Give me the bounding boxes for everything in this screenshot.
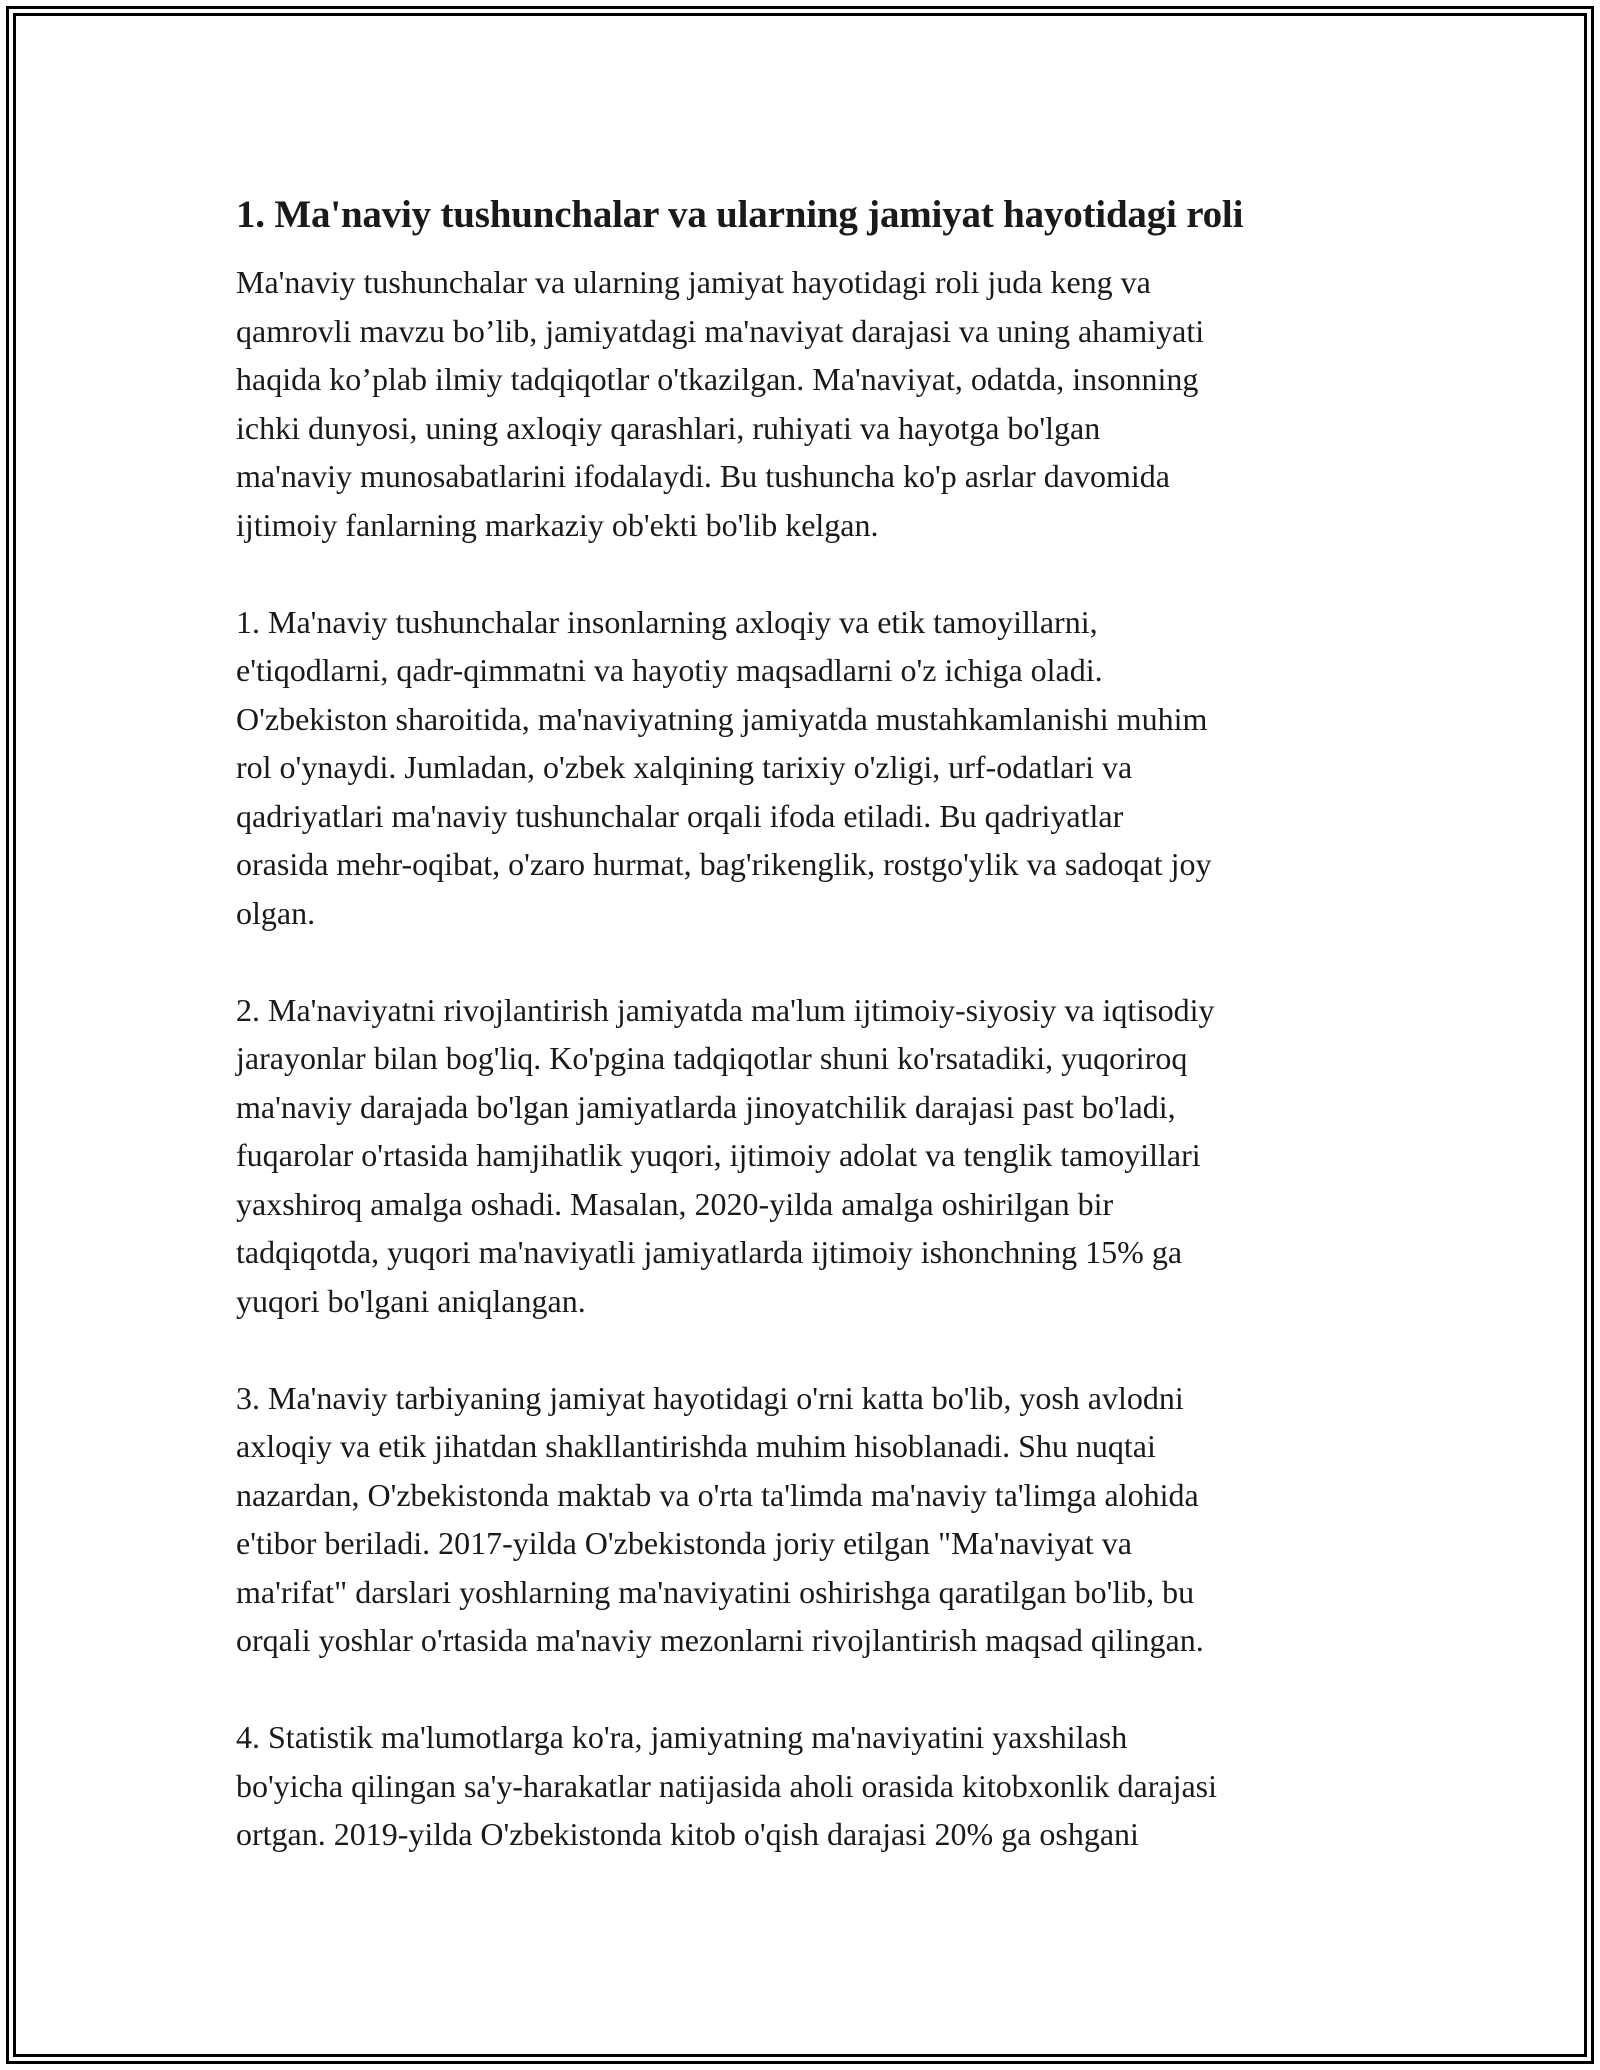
paragraph-point-3: 3. Ma'naviy tarbiyaning jamiyat hayotidagi o'rni katta bo'lib, yosh avlodni axloqiy va etik jihatdan shakllantirishda muhim hisoblanadi. Shu nuqtai nazardan, O'zbekistonda maktab va o'rta ta'limda ma'naviy ta'limga alohida e'tibor beriladi. 2017-yilda O'zbekistonda joriy etilgan "Ma'naviyat va ma'rifat" darslari yoshlarning ma'naviyatini oshirishga qaratilgan bo'lib, bu orqali yoshlar o'rtasida ma'naviy mezonlarni rivojlantirish maqsad qilingan. — [236, 1379, 1204, 1658]
paragraph-point-4: 4. Statistik ma'lumotlarga ko'ra, jamiyatning ma'naviyatini yaxshilash bo'yicha qilingan sa'y-harakatlar natijasida aholi orasida kitobxonlik darajasi ortgan. 2019-yilda O'zbekistonda kitob o'qish darajasi 20% ga oshgani — [236, 1719, 1217, 1852]
paragraph-point-2: 2. Ma'naviyatni rivojlantirish jamiyatda ma'lum ijtimoiy-siyosiy va iqtisodiy jarayonlar bilan bog'liq. Ko'pgina tadqiqotlar shuni ko'rsatadiki, yuqoriroq ma'naviy darajada bo'lgan jamiyatlarda jinoyatchilik darajasi past bo'ladi, fuqarolar o'rtasida hamjihatlik yuqori, ijtimoiy adolat va tenglik tamoyillari yaxshiroq amalga oshadi. Masalan, 2020-yilda amalga oshirilgan bir tadqiqotda, yuqori ma'naviyatli jamiyatlarda ijtimoiy ishonchning 15% ga yuqori bo'lgani aniqlangan. — [236, 991, 1215, 1319]
document-body — [236, 186, 1376, 1859]
paragraph-intro: Ma'naviy tushunchalar va ularning jamiyat hayotidagi roli juda keng va qamrovli mavzu bo’lib, jamiyatdagi ma'naviyat darajasi va uning ahamiyati haqida ko’plab ilmiy tadqiqotlar o'tkazilgan. Ma'naviyat, odatda, insonning ichki dunyosi, uning axloqiy qarashlari, ruhiyati va hayotga bo'lgan ma'naviy munosabatlarini ifodalaydi. Bu tushuncha ko'p asrlar davomida ijtimoiy fanlarning markaziy ob'ekti bo'lib kelgan. — [236, 264, 1205, 543]
document-title: 1. Ma'naviy tushunchalar va ularning jamiyat hayotidagi roli — [236, 193, 1244, 236]
paragraph-point-1: 1. Ma'naviy tushunchalar insonlarning axloqiy va etik tamoyillarni, e'tiqodlarni, qadr-qimmatni va hayotiy maqsadlarni o'z ichiga oladi. O'zbekiston sharoitida, ma'naviyatning jamiyatda mustahkamlanishi muhim rol o'ynaydi. Jumladan, o'zbek xalqining tarixiy o'zligi, urf-odatlari va qadriyatlari ma'naviy tushunchalar orqali ifoda etiladi. Bu qadriyatlar orasida mehr-oqibat, o'zaro hurmat, bag'rikenglik, rostgo'ylik va sadoqat joy olgan. — [236, 603, 1212, 931]
